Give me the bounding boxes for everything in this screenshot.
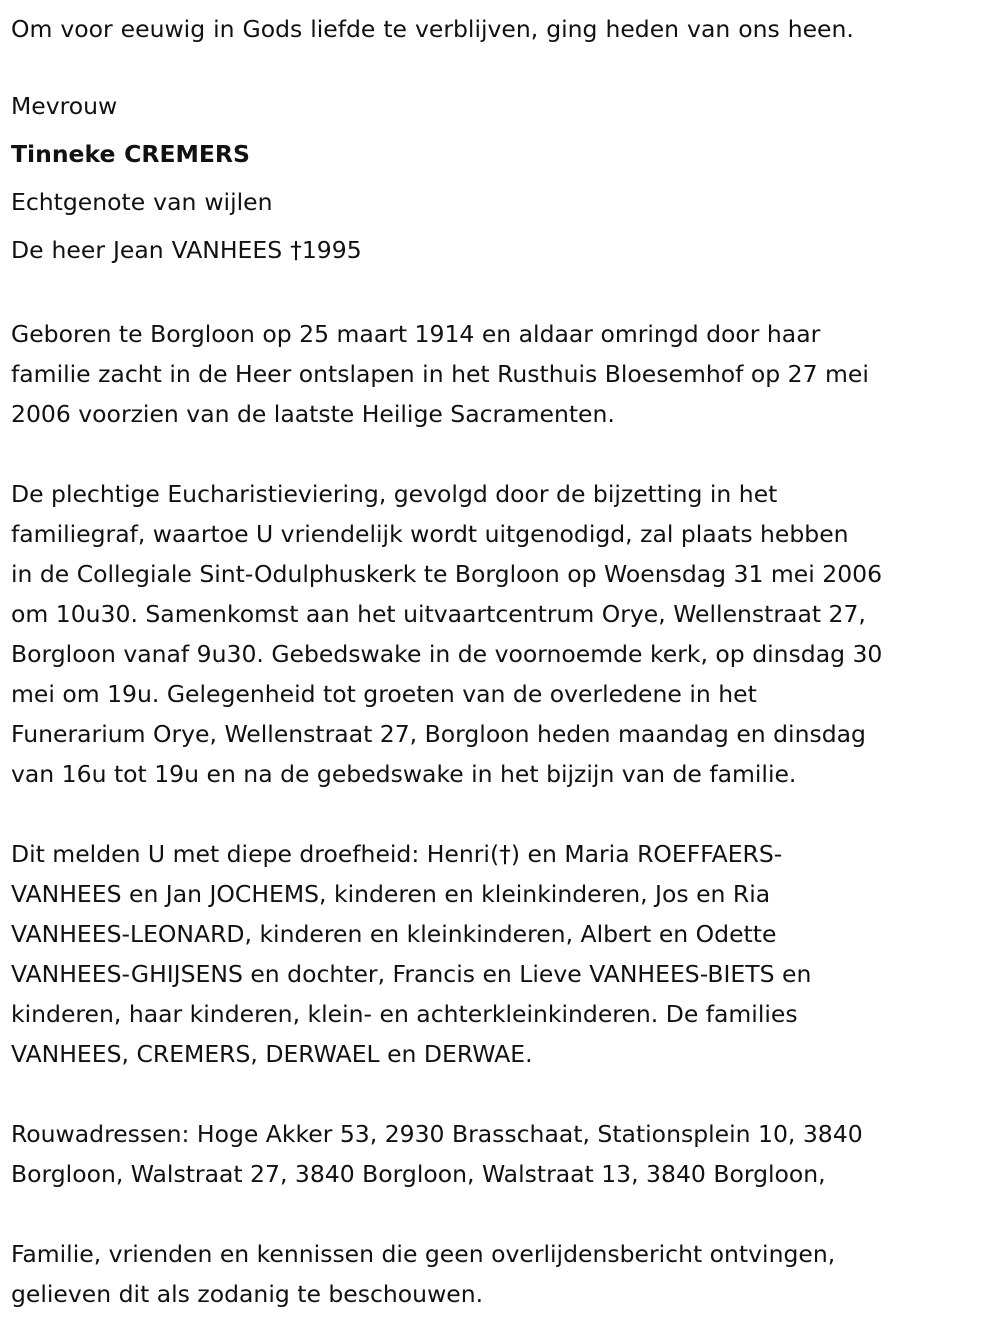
paragraph-line: van 16u tot 19u en na de gebedswake in het bijzijn van de familie. bbox=[11, 760, 797, 788]
deceased-name: Tinneke CREMERS bbox=[11, 140, 250, 168]
birth-paragraph bbox=[11, 314, 990, 434]
paragraph-line: VANHEES-LEONARD, kinderen en kleinkinderen, Albert en Odette bbox=[11, 920, 777, 948]
spacer bbox=[11, 434, 990, 474]
paragraph-line: mei om 19u. Gelegenheid tot groeten van de overledene in het bbox=[11, 680, 757, 708]
paragraph-line: familiegraf, waartoe U vriendelijk wordt uitgenodigd, zal plaats hebben bbox=[11, 520, 849, 548]
spacer bbox=[11, 1194, 990, 1234]
paragraph-line: Funerarium Orye, Wellenstraat 27, Borgloon heden maandag en dinsdag bbox=[11, 720, 866, 748]
paragraph-line: VANHEES-GHIJSENS en dochter, Francis en Lieve VANHEES-BIETS en bbox=[11, 960, 812, 988]
intro-text: Om voor eeuwig in Gods liefde te verblijven, ging heden van ons heen. bbox=[11, 15, 854, 43]
spacer bbox=[11, 794, 990, 834]
paragraph-line: in de Collegiale Sint-Odulphuskerk te Borgloon op Woensdag 31 mei 2006 bbox=[11, 560, 883, 588]
ceremony-paragraph bbox=[11, 474, 990, 794]
paragraph-line: Geboren te Borgloon op 25 maart 1914 en aldaar omringd door haar bbox=[11, 320, 821, 348]
paragraph-line: om 10u30. Samenkomst aan het uitvaartcentrum Orye, Wellenstraat 27, bbox=[11, 600, 866, 628]
paragraph-line: Dit melden U met diepe droefheid: Henri(†) en Maria ROEFFAERS- bbox=[11, 840, 783, 868]
paragraph-line: Rouwadressen: Hoge Akker 53, 2930 Brasschaat, Stationsplein 10, 3840 bbox=[11, 1120, 863, 1148]
spouse-name: De heer Jean VANHEES †1995 bbox=[11, 236, 362, 264]
spacer bbox=[11, 1074, 990, 1114]
spouse-label: Echtgenote van wijlen bbox=[11, 188, 273, 216]
paragraph-line: gelieven dit als zodanig te beschouwen. bbox=[11, 1280, 484, 1308]
addresses-paragraph bbox=[11, 1114, 990, 1194]
paragraph-line: Familie, vrienden en kennissen die geen overlijdensbericht ontvingen, bbox=[11, 1240, 836, 1268]
paragraph-line: Borgloon, Walstraat 27, 3840 Borgloon, Walstraat 13, 3840 Borgloon, bbox=[11, 1160, 826, 1188]
spacer bbox=[11, 274, 990, 314]
paragraph-line: familie zacht in de Heer ontslapen in het Rusthuis Bloesemhof op 27 mei bbox=[11, 360, 869, 388]
spacer bbox=[11, 49, 990, 82]
paragraph-line: 2006 voorzien van de laatste Heilige Sacramenten. bbox=[11, 400, 615, 428]
paragraph-line: VANHEES en Jan JOCHEMS, kinderen en kleinkinderen, Jos en Ria bbox=[11, 880, 771, 908]
paragraph-line: kinderen, haar kinderen, klein- en achterkleinkinderen. De families bbox=[11, 1000, 798, 1028]
closing-paragraph bbox=[11, 1234, 990, 1314]
salutation: Mevrouw bbox=[11, 92, 118, 120]
paragraph-line: VANHEES, CREMERS, DERWAEL en DERWAE. bbox=[11, 1040, 533, 1068]
mourners-paragraph bbox=[11, 834, 990, 1074]
paragraph-line: Borgloon vanaf 9u30. Gebedswake in de voornoemde kerk, op dinsdag 30 bbox=[11, 640, 883, 668]
paragraph-line: De plechtige Eucharistieviering, gevolgd door de bijzetting in het bbox=[11, 480, 778, 508]
